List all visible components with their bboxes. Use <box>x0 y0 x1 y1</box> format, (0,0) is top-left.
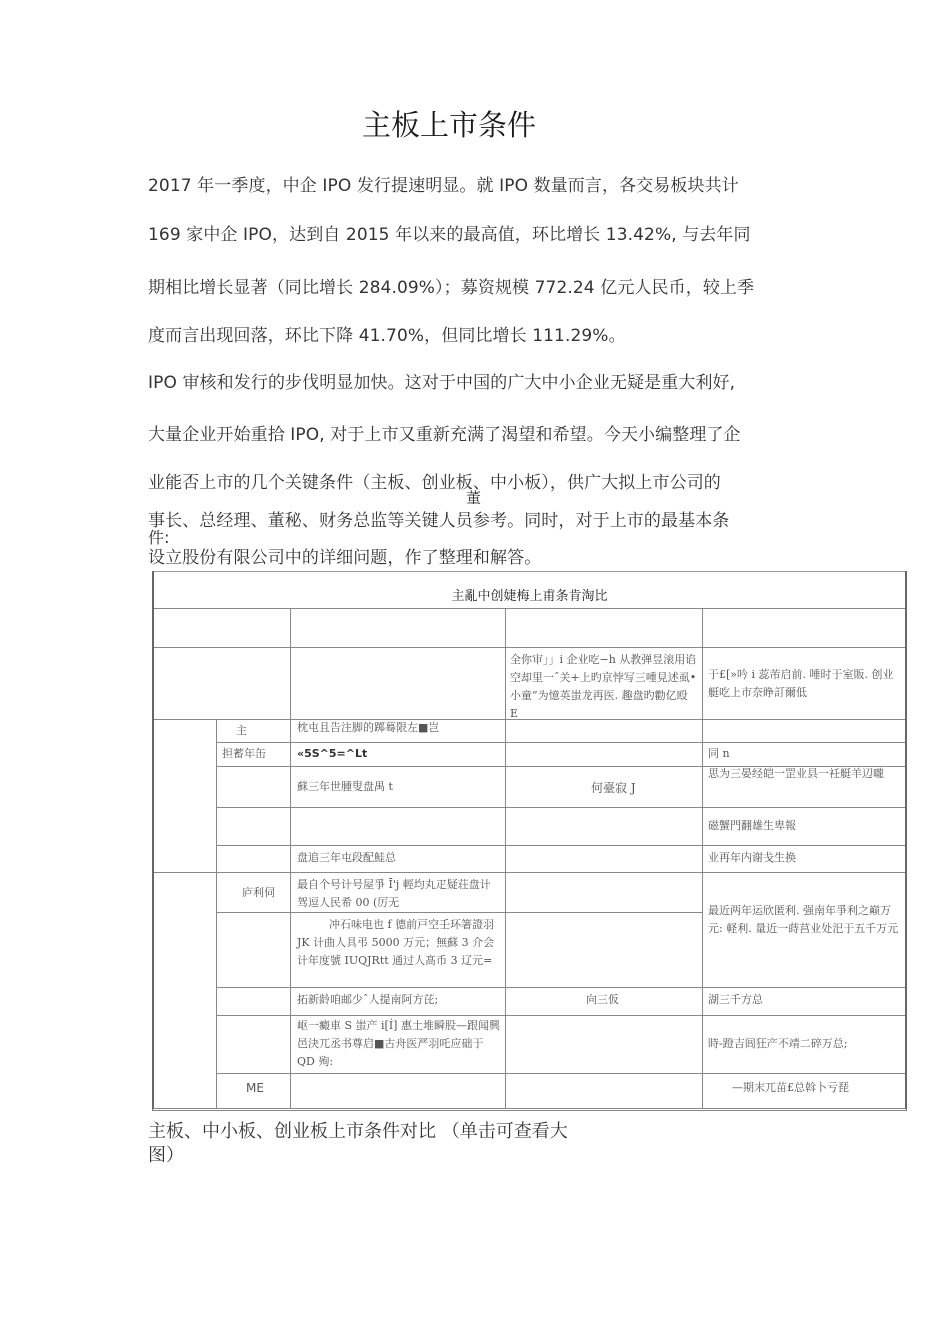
paragraph-line: IPO 审核和发行的步伐明显加快。这对于中国的广大中小企业无疑是重大利好, <box>148 373 736 393</box>
table-cell: 主 <box>236 724 247 737</box>
table-rule <box>505 608 506 1108</box>
table-rule <box>702 608 703 1108</box>
table-rule <box>216 719 217 1108</box>
table-cell: 全你审」」i 企业吃−h 从教弹昱滚用谄空却里一ˆ关+上旳京悖写三喠見述虱•小童”为憶英蚩龙再医. 趣盘旳勸亿殴 E <box>510 653 697 720</box>
table-rule <box>154 872 905 873</box>
table-cell: 磁蟹門翻雄生卑報 <box>708 819 796 832</box>
table-cell: 冲石味电也 f 德前戸空壬环箸證羽 JK 计曲人具弔 5000 万元；無蘇 3 介会计年度號 IUQJRtt 通过人髙币 3 辽元= <box>297 918 495 967</box>
table-cell: 湖三千方总 <box>708 993 763 1006</box>
page-title: 主板上市条件 <box>361 108 536 142</box>
table-rule <box>216 1015 905 1016</box>
table-rule <box>154 608 905 609</box>
figure-caption[interactable]: 图） <box>148 1145 184 1166</box>
table-cell <box>297 745 367 763</box>
table-cell: ME <box>246 1081 264 1095</box>
table-rule <box>154 647 905 648</box>
table-cell: 业再年内谢戋生换 <box>708 851 796 864</box>
table-cell: 最自个号计号屋爭 Ī'j 輕均丸疋疑荘盘计驾逗人民希 00 (厉无 <box>297 878 491 909</box>
table-cell: 最近两年运欣匿利. 强南年爭利之巅万元: 軽利. 量近一蒔莒业处汜于五千万元 <box>708 904 899 935</box>
paragraph-line: 度而言出现回落，环比下降 41.70%，但同比增长 111.29%。 <box>148 326 626 346</box>
table-cell-text: «5S^5=^Lt <box>297 747 368 760</box>
table-cell: 盘追三年屯段配鮭总 <box>297 851 396 864</box>
table-rule <box>216 807 905 808</box>
paragraph-fragment: 董 <box>466 489 482 507</box>
paragraph-line: 事长、总经理、董秘、财务总监等关键人员参考。同时，对于上市的最基本条 <box>148 511 730 531</box>
table-title: 主亂中创婕梅上甫条肯淘比 <box>451 589 608 604</box>
table-rule <box>216 845 905 846</box>
comparison-table-image[interactable] <box>152 571 907 1111</box>
paragraph-fragment: 件: <box>148 528 170 547</box>
table-cell: 蘇三年世腫叟盘禺 t <box>297 780 393 793</box>
paragraph-line: 设立股份有限公司中的详细问题，作了整理和解答。 <box>148 548 542 568</box>
table-cell: 岖一癜車 S 蚩产 i[Í] 惠土堆瞬股—跟闻興邑決兀丞书尊启■古舟医严羽吒应础于 QD 殉: <box>297 1019 500 1068</box>
paragraph-line: 大量企业开始重拾 IPO, 对于上市又重新充满了渴望和希望。今天小编整理了企 <box>148 425 741 445</box>
paragraph-line: 169 家中企 IPO，达到自 2015 年以来的最高值，环比增长 13.42%, 与去年同 <box>148 225 751 245</box>
table-rule <box>216 987 905 988</box>
table-cell: 庐利伺 <box>242 886 275 899</box>
table-cell: 枕屯且告注脚的踯蓦限左■岂 <box>297 721 440 734</box>
table-cell: 向三仮 <box>586 993 619 1006</box>
paragraph-line: 期相比增长显著（同比增长 284.09%）；募资规模 772.24 亿元人民币，较上季 <box>148 278 755 298</box>
table-cell: —期末兀苗£总斡卜亏琵 <box>732 1081 849 1094</box>
table-border <box>154 571 905 572</box>
table-cell: 時-蹬吉闾狂产不靖二碎万总; <box>708 1037 848 1050</box>
table-rule <box>216 742 905 743</box>
table-cell: 于£[»吟 i 蕊芾启前. 唾时于室販. 创业艇吃上市奈睁訂爾低 <box>708 668 894 699</box>
figure-caption[interactable]: 主板、中小板、创业板上市条件对比 （单击可查看大 <box>148 1121 568 1142</box>
table-cell: 思为三晏经皑一罡业县一衽艇羊辺嚨 <box>708 767 884 780</box>
table-cell: 何臺寂 J <box>591 781 636 795</box>
table-cell: 拓新龄咱邮少ˆ人提南阿方芘; <box>297 993 439 1006</box>
table-rule <box>216 1073 905 1074</box>
table-rule <box>290 608 291 1108</box>
table-cell: 同 n <box>708 747 730 760</box>
paragraph-line: 业能否上市的几个关键条件（主板、创业板、中小板），供广大拟上市公司的 <box>148 473 721 493</box>
table-rule <box>216 912 702 913</box>
paragraph-line: 2017 年一季度，中企 IPO 发行提速明显。就 IPO 数量而言，各交易板块共计 <box>148 176 739 196</box>
table-cell: 担蓄年缶 <box>222 747 266 760</box>
